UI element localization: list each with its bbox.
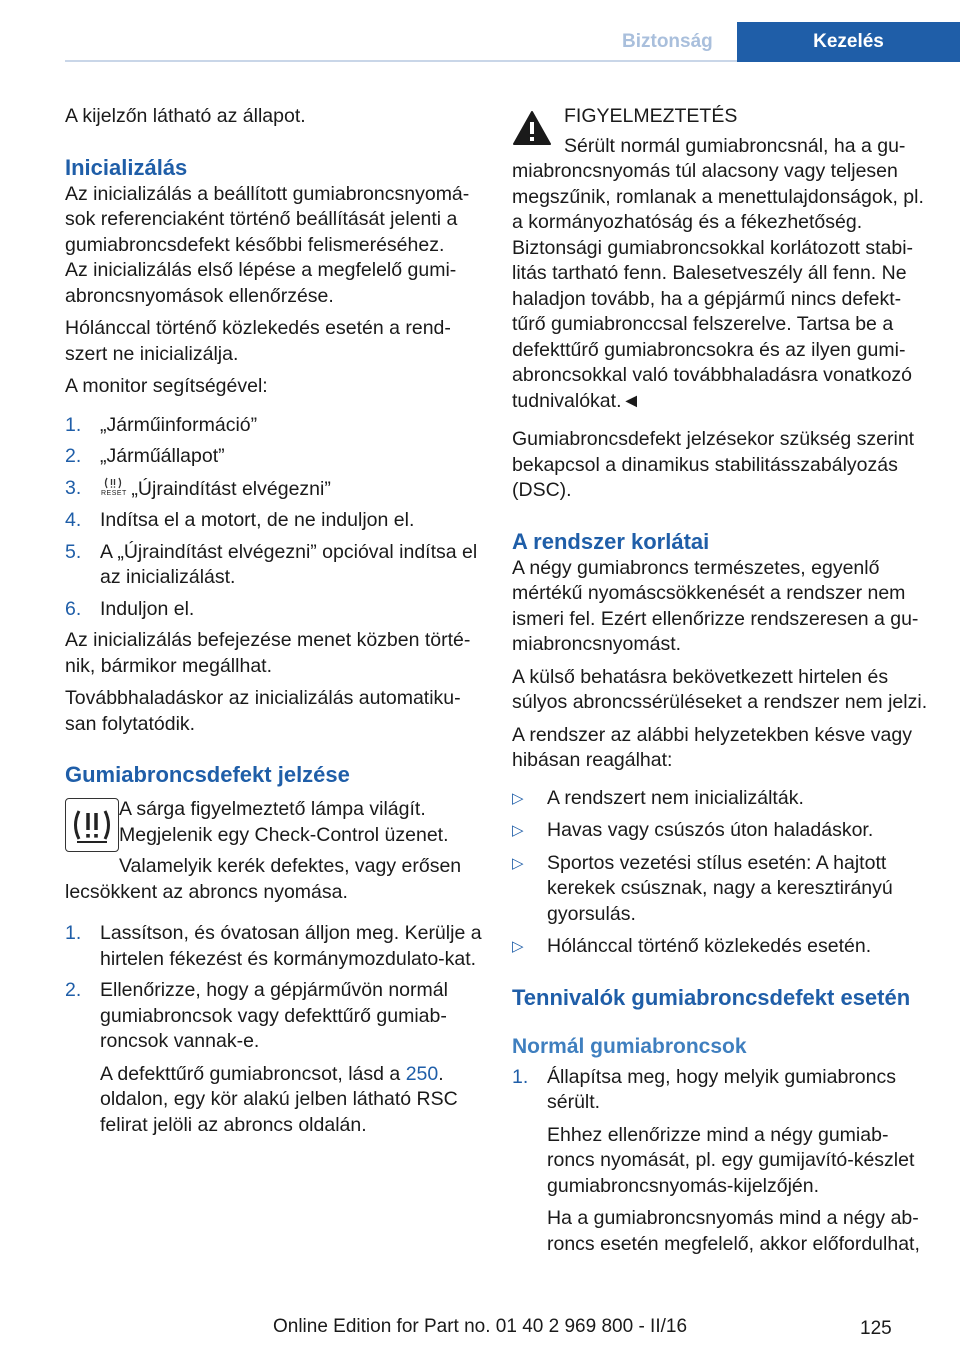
section-title-tennivalok: Tennivalók gumiabroncsdefekt esetén — [512, 984, 911, 1010]
section-title-korlatok: A rendszer korlátai — [512, 528, 710, 554]
list-item — [512, 851, 930, 928]
limits-bullet-list — [512, 786, 930, 960]
text-line: A sárga figyelmeztető lámpa világít. — [119, 798, 426, 820]
step-text: A „Újraindítást elvégezni” opcióval indítsa el az inicializálást. — [100, 540, 478, 588]
list-item — [65, 978, 485, 1138]
list-item — [512, 934, 930, 960]
text-line: nik, bármikor megállhat. — [65, 654, 272, 677]
section-title-inicializalas: Inicializálás — [65, 154, 188, 180]
bullet-text: Hólánccal történő közlekedés esetén. — [547, 935, 872, 957]
normal-paragraph-1: Ehhez ellenőrizze mind a négy gumiab-roncs nyomását, pl. egy gumijavító-készlet gumiabroncsnyomás-kijelzőjén. — [547, 1123, 915, 1197]
footer-edition: Online Edition for Part no. 01 40 2 969 800 - II/16 — [272, 1316, 688, 1337]
text-line: gumiabroncsdefekt későbbi felismeréséhez. — [65, 233, 445, 256]
rsc-text-end: . oldalon, egy kör alakú jelben látható RSC felirat jelöli az abroncs oldalán. — [100, 1062, 458, 1136]
section-title-defekt-jelzes: Gumiabroncsdefekt jelzése — [65, 762, 350, 787]
warning-block — [512, 104, 930, 414]
text-line: Az inicializálás befejezése menet közben törté- — [65, 629, 471, 651]
step-number: 3. — [65, 476, 82, 499]
list-item — [65, 444, 485, 470]
bullet-text: Havas vagy csúszós úton haladáskor. — [547, 819, 874, 841]
text-line: szert ne inicializálja. — [65, 342, 239, 365]
warning-title: FIGYELMEZTETÉS — [564, 105, 738, 127]
list-item — [65, 476, 485, 503]
step-number: 2. — [65, 445, 82, 467]
step-text: „Újraindítást elvégezni” — [126, 477, 331, 500]
step-text: „Járműállapot” — [100, 445, 225, 467]
text-line: san folytatódik. — [65, 712, 196, 735]
page-link-250[interactable]: 250 — [405, 1062, 439, 1085]
limits-paragraph-1: A négy gumiabroncs természetes, egyenlő mértékű nyomáscsökkenését a rendszer nem ismeri fel. Ezért ellenőrizze rendszeresen a gu-miabroncsnyomást. — [512, 556, 919, 655]
normal-paragraph-2: Ha a gumiabroncsnyomás mind a négy ab-roncs esetén megfelelő, akkor előfordulhat, — [547, 1207, 920, 1255]
dsc-text: Gumiabroncsdefekt jelzésekor szükség szerint bekapcsol a dinamikus stabilitásszabályozás (DSC). — [512, 428, 915, 501]
init-paragraph-1 — [65, 182, 485, 310]
text-line: Az inicializálás a beállított gumiabroncsnyomá- — [65, 182, 470, 205]
normal-steps-list — [512, 1065, 930, 1258]
list-item — [512, 818, 930, 844]
right-column — [512, 104, 930, 1257]
subsection-title-normal: Normál gumiabroncsok — [512, 1034, 747, 1058]
list-item — [65, 921, 485, 972]
text-line: Továbbhaladáskor az inicializálás automatiku- — [65, 687, 461, 709]
after-paragraph-1 — [65, 628, 485, 679]
list-item — [512, 786, 930, 812]
reset-icon-label: RESET — [101, 489, 127, 497]
after-paragraph-2 — [65, 686, 485, 737]
left-column — [65, 104, 485, 1138]
tab-kezeles[interactable]: Kezelés — [737, 22, 960, 62]
step-number: 5. — [65, 540, 82, 563]
intro-text: A kijelzőn látható az állapot. — [65, 105, 306, 127]
list-item — [512, 1065, 930, 1258]
limits-paragraph-3: A rendszer az alábbi helyzetekben késve vagy hibásan reagálhat: — [512, 723, 912, 771]
step-text: Lassítson, és óvatosan álljon meg. Kerülje a hirtelen fékezést és kormánymozdulato-kat. — [100, 922, 482, 970]
text-line: sok referenciaként történő beállítását jelenti a — [65, 208, 458, 230]
text-line: Megjelenik egy Check-Control üzenet. — [119, 823, 449, 846]
triangle-bullet-icon: ▷ — [512, 938, 524, 955]
reset-icon — [100, 476, 126, 498]
rsc-text: A defekttűrő gumiabroncsot, lásd a — [100, 1062, 406, 1085]
triangle-bullet-icon: ▷ — [512, 854, 524, 872]
init-steps-list — [65, 413, 485, 623]
triangle-bullet-icon: ▷ — [512, 822, 524, 839]
limits-paragraph-2: A külső behatásra bekövetkezett hirtelen és súlyos abroncssérüléseket a rendszer nem jelzi. — [512, 665, 928, 713]
defect-steps-list — [65, 921, 485, 1138]
step-text: Induljon el. — [100, 597, 195, 620]
step-number: 1. — [65, 922, 82, 944]
step-number: 2. — [65, 979, 82, 1001]
text-line: lecsökkent az abroncs nyomása. — [65, 880, 348, 903]
defect-paragraph-2b — [65, 880, 485, 906]
monitor-intro: A monitor segítségével: — [65, 375, 268, 397]
list-item — [65, 540, 485, 591]
bullet-text: A rendszert nem inicializálták. — [547, 786, 804, 809]
defect-lamp-block — [65, 797, 485, 875]
step-number: 4. — [65, 509, 82, 531]
list-item — [65, 413, 485, 439]
step-text: Állapítsa meg, hogy melyik gumiabroncs sérült. — [547, 1065, 896, 1113]
init-paragraph-3 — [65, 316, 485, 367]
list-item — [65, 597, 485, 623]
text-line: abroncsnyomások ellenőrzése. — [65, 284, 334, 307]
step-number: 1. — [65, 413, 82, 436]
warning-triangle-icon — [512, 110, 552, 151]
warning-text: Sérült normál gumiabroncsnál, ha a gu-miabroncsnyomás túl alacsony vagy teljesen megszűnik, romlanak a menettulajdonságok, pl. a kormányozhatóság és a fékezhetőség. Biztonsági gumiabroncsokkal korlátozott stabi-litás tartható fenn. Balesetveszély áll fenn. Ne haladjon tovább, ha a gépjármű nincs defekt-tűrő gumiabronccsal felszerelve. Tartsa be a defekttűrő gumiabroncsokra és az ilyen gumi-abroncsokkal való továbbhaladásra vonatkozó tudnivalókat.◄ — [512, 134, 924, 412]
step-text: „Járműinformáció” — [100, 413, 258, 436]
tire-pressure-warning-icon — [65, 798, 119, 852]
step-text: Ellenőrizze, hogy a gépjárművön normál gumiabroncsok vagy defekttűrő gumiab-roncsok vannak-e. — [100, 979, 448, 1052]
tab-biztonsag[interactable]: Biztonság — [622, 31, 713, 52]
bullet-text: Sportos vezetési stílus esetén: A hajtott kerekek csúsznak, nagy a keresztirányú gyorsulás. — [547, 851, 893, 925]
step-text: Indítsa el a motort, de ne induljon el. — [100, 509, 415, 531]
text-line: Az inicializálás első lépése a megfelelő gumi- — [65, 259, 457, 281]
text-line: Valamelyik kerék defektes, vagy erősen — [119, 855, 462, 877]
triangle-bullet-icon: ▷ — [512, 789, 524, 807]
page-number: 125 — [860, 1318, 892, 1339]
rsc-note — [100, 1062, 485, 1139]
step-number: 6. — [65, 597, 82, 620]
step-number: 1. — [512, 1065, 529, 1088]
list-item — [65, 508, 485, 534]
text-line: Hólánccal történő közlekedés esetén a rend- — [65, 317, 451, 339]
